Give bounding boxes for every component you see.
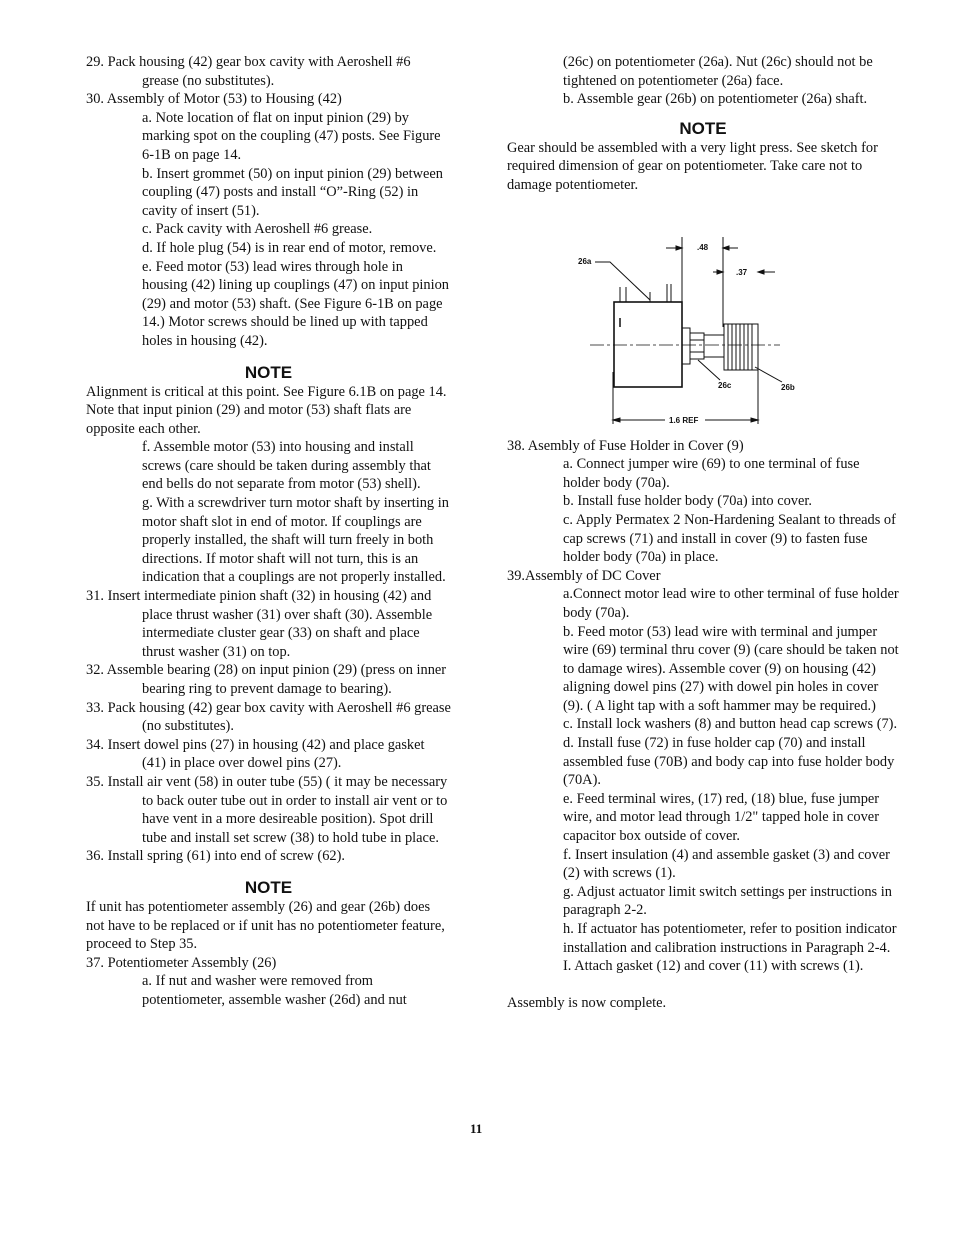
right-column bbox=[507, 53, 899, 1012]
step-29-line1: 29. Pack housing (42) gear box cavity with Aeroshell #6 bbox=[86, 54, 411, 70]
step-38: 38. Asembly of Fuse Holder in Cover (9) bbox=[507, 437, 744, 454]
label-26b: 26b bbox=[781, 383, 795, 392]
step-30c: c. Pack cavity with Aeroshell #6 grease. bbox=[142, 221, 373, 238]
assembly-complete: Assembly is now complete. bbox=[507, 994, 667, 1011]
label-37: .37 bbox=[736, 268, 748, 277]
step-39c: c. Install lock washers (8) and button head cap screws (7). bbox=[563, 716, 898, 733]
step-31: 31. Insert intermediate pinion shaft (32) in housing (42) and place thrust washer (31) over shaft (30). Assemble intermediate cluster gear (33) on shaft and place thrust washer (31) on top. bbox=[86, 588, 433, 660]
step-37: 37. Potentiometer Assembly (26) bbox=[86, 954, 277, 971]
note-heading-1: NOTE bbox=[244, 362, 293, 382]
note-heading-2: NOTE bbox=[244, 877, 293, 897]
step-29-line2: grease (no substitutes). bbox=[142, 72, 275, 89]
potentiometer-gear-sketch bbox=[570, 232, 800, 432]
step-30b: b. Insert grommet (50) on input pinion (29) between coupling (47) posts and install “O”-Ring (52) in cavity of insert (51). bbox=[142, 165, 443, 219]
note-text-3: Gear should be assembled with a very light press. See sketch for required dimension of gear on potentiometer. Take care not to damage potentiometer. bbox=[507, 139, 878, 193]
step-35: 35. Install air vent (58) in outer tube (55) ( it may be necessary to back outer tube out in order to install air vent or to have vent in a more desireable position). Spot drill tube and install set screw (38) to hold tube in place. bbox=[86, 773, 448, 846]
label-26c: 26c bbox=[718, 381, 732, 390]
label-48: .48 bbox=[697, 243, 709, 252]
step-33: 33. Pack housing (42) gear box cavity with Aeroshell #6 grease (no substitutes). bbox=[86, 699, 451, 735]
note-text-2: If unit has potentiometer assembly (26) and gear (26b) does not have to be replaced or if unit has no potentiometer feature, proceed to Step 35. bbox=[86, 898, 445, 953]
step-38b: b. Install fuse holder body (70a) into cover. bbox=[563, 493, 812, 510]
step-38a: a. Connect jumper wire (69) to one terminal of fuse holder body (70a). bbox=[563, 456, 860, 491]
label-1-6-ref: 1.6 REF bbox=[669, 416, 699, 425]
step-30: 30. Assembly of Motor (53) to Housing (42) bbox=[86, 91, 342, 108]
step-30d: d. If hole plug (54) is in rear end of motor, remove. bbox=[142, 239, 437, 256]
step-39b: b. Feed motor (53) lead wire with terminal and jumper wire (69) terminal thru cover (9) (care should be taken not to damage wires). Assemble cover (9) on housing (42) aligning dowel pins (27) with dowel pin holes in cover (9). ( A light tap with a soft hammer may be required.) bbox=[563, 623, 899, 714]
note-heading-3: NOTE bbox=[679, 118, 727, 138]
left-column bbox=[86, 53, 451, 1010]
step-39d: d. Install fuse (72) in fuse holder cap (70) and install assembled fuse (70B) and body cap into fuse holder body (70A). bbox=[563, 735, 895, 789]
step-34: 34. Insert dowel pins (27) in housing (42) and place gasket (41) in place over dowel pins (27). bbox=[86, 736, 425, 772]
step-39f: f. Insert insulation (4) and assemble gasket (3) and cover (2) with screws (1). bbox=[563, 846, 890, 882]
step-39a: a.Connect motor lead wire to other terminal of fuse holder body (70a). bbox=[563, 586, 899, 621]
step-39i: I. Attach gasket (12) and cover (11) with screws (1). bbox=[563, 958, 864, 975]
note-text-1: Alignment is critical at this point. See Figure 6.1B on page 14. Note that input pinion (29) and motor (53) shaft flats are opposite each other. bbox=[86, 383, 447, 437]
step-39g: g. Adjust actuator limit switch settings per instructions in paragraph 2-2. bbox=[563, 883, 892, 919]
step-39h: h. If actuator has potentiometer, refer to position indicator installation and calibration instructions in Paragraph 2-4. bbox=[563, 921, 897, 956]
label-26a: 26a bbox=[578, 257, 592, 266]
page-number: 11 bbox=[470, 1121, 483, 1136]
step-38c: c. Apply Permatex 2 Non-Hardening Sealant to threads of cap screws (71) and install in cover (9) to fasten fuse holder body (70a) in place. bbox=[563, 511, 896, 566]
step-37a: a. If nut and washer were removed from potentiometer, assemble washer (26d) and nut bbox=[142, 973, 407, 1008]
step-39e: e. Feed terminal wires, (17) red, (18) blue, fuse jumper wire, and motor lead through 1/2" tapped hole in cover capacitor box outside of cover. bbox=[563, 790, 880, 845]
step-32: 32. Assemble bearing (28) on input pinion (29) (press on inner bearing ring to prevent damage to bearing). bbox=[86, 662, 447, 697]
step-30g: g. With a screwdriver turn motor shaft by inserting in motor shaft slot in end of motor. If couplings are properly installed, the shaft will turn freely in both directions. If motor shaft will not turn, this is an indication that a couplings are not properly installed. bbox=[142, 495, 449, 586]
step-30a: a. Note location of flat on input pinion (29) by marking spot on the coupling (47) posts. See Figure 6-1B on page 14. bbox=[142, 109, 441, 163]
step-37a-continued: (26c) on potentiometer (26a). Nut (26c) should not be tightened on potentiometer (26a) face. bbox=[563, 54, 873, 89]
step-39: 39.Assembly of DC Cover bbox=[507, 567, 661, 584]
step-30f: f. Assemble motor (53) into housing and install screws (care should be taken during assembly that end bells do not separate from motor (53) shell). bbox=[142, 439, 431, 493]
step-37b: b. Assemble gear (26b) on potentiometer (26a) shaft. bbox=[563, 91, 868, 108]
step-36: 36. Install spring (61) into end of screw (62). bbox=[86, 848, 345, 865]
step-30e: e. Feed motor (53) lead wires through hole in housing (42) lining up couplings (47) on input pinion (29) and motor (53) shaft. (See Figure 6-1B on page 14.) Motor screws should be lined up with tapped holes in housing (42). bbox=[142, 258, 449, 349]
